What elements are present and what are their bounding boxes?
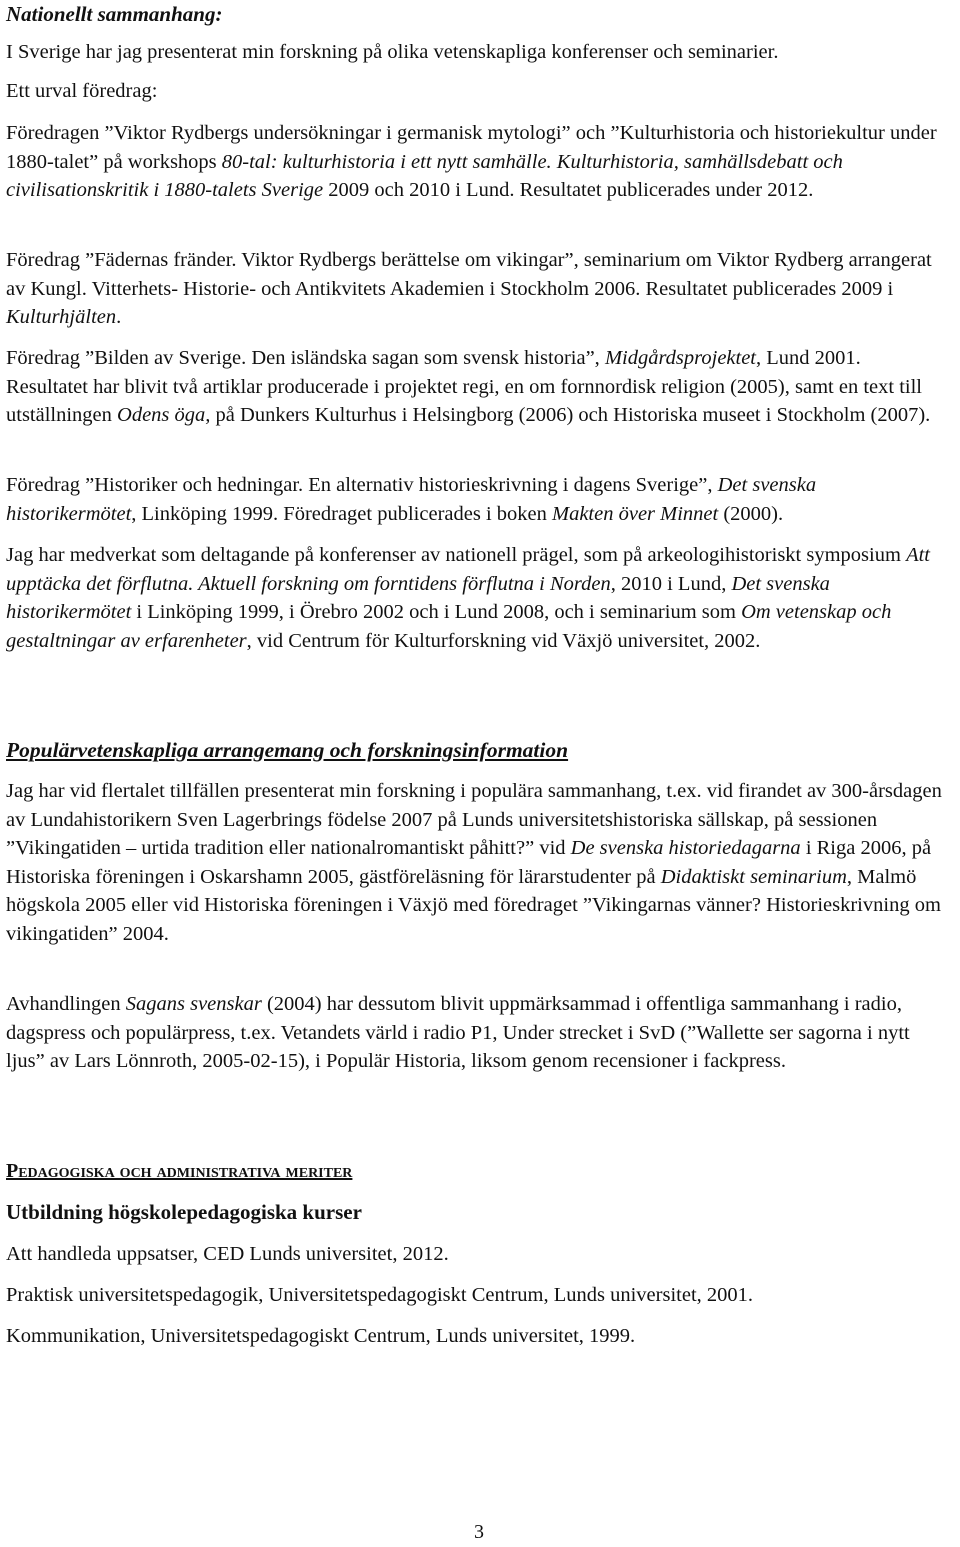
paragraph-foredrag-2: Föredrag ”Fädernas fränder. Viktor Rydbergs berättelse om vikingar”, seminarium om Viktor Rydberg arrangerat av Kungl. Vitterhets- Historie- och Antikvitets Akademien i Stockholm 2006. Resultatet publicerades 2009 i Kulturhjälten. — [6, 249, 932, 328]
paragraph-popular-2: Avhandlingen Sagans svenskar (2004) har dessutom blivit uppmärksammad i offentliga sammanhang i radio, dagspress och populärpress, t.ex. Vetandets värld i radio P1, Under strecket i SvD (”Wallette ser sagorna i nytt ljus” av Lars Lönnroth, 2005-02-15), i Populär Historia, liksom genom recensioner i fackpress. — [6, 993, 910, 1072]
section-heading-nationellt: Nationellt sammanhang: — [6, 2, 223, 26]
page-number: 3 — [474, 1521, 484, 1543]
paragraph-urval: Ett urval föredrag: — [6, 80, 158, 102]
section-heading-popular: Populärvetenskapliga arrangemang och forskningsinformation — [6, 738, 569, 762]
section-heading-meriter: Pedagogiska och administrativa meriter — [6, 1160, 353, 1182]
paragraph-foredrag-3: Föredrag ”Bilden av Sverige. Den isländska sagan som svensk historia”, Midgårdsprojektet, Lund 2001. Resultatet har blivit två artiklar producerade i projektet regi, en om fornnordisk religion (2005), samt en text till utställningen Odens öga, på Dunkers Kulturhus i Helsingborg (2006) och Historiska museet i Stockholm (2007). — [6, 347, 931, 426]
paragraph-popular-1: Jag har vid flertalet tillfällen presenterat min forskning i populära sammanhang, t.ex. vid firandet av 300-årsdagen av Lundahistorikern Sven Lagerbrings födelse 2007 på Lunds universitetshistoriska sällskap, på sessionen ”Vikingatiden – urtida tradition eller nationalromantiskt påhitt?” vid De svenska historiedagarna i Riga 2006, på Historiska föreningen i Oskarshamn 2005, gästföreläsning för lärarstudenter på Didaktiskt seminarium, Malmö högskola 2005 eller vid Historiska föreningen i Växjö med föredraget ”Vikingarnas vänner? Historieskrivning om vikingatiden” 2004. — [6, 780, 942, 945]
subheading-kurser: Utbildning högskolepedagogiska kurser — [6, 1200, 362, 1224]
paragraph-foredrag-1: Föredragen ”Viktor Rydbergs undersökningar i germanisk mytologi” och ”Kulturhistoria och historiekultur under 1880-talet” på workshops 80-tal: kulturhistoria i ett nytt samhälle. Kulturhistoria, samhällsdebatt och civilisationskritik i 1880-talets Sverige 2009 och 2010 i Lund. Resultatet publicerades under 2012. — [6, 122, 937, 201]
paragraph-foredrag-4: Föredrag ”Historiker och hedningar. En alternativ historieskrivning i dagens Sverige”, Det svenska historikermötet, Linköping 1999. Föredraget publicerades i boken Makten över Minnet (2000). — [6, 474, 817, 525]
course-item-3: Kommunikation, Universitetspedagogiskt Centrum, Lunds universitet, 1999. — [6, 1325, 636, 1347]
course-item-1: Att handleda uppsatser, CED Lunds universitet, 2012. — [6, 1243, 449, 1265]
paragraph-konferenser: Jag har medverkat som deltagande på konferenser av nationell prägel, som på arkeologihistoriskt symposium Att upptäcka det förflutna. Aktuell forskning om forntidens förflutna i Norden, 2010 i Lund, Det svenska historikermötet i Linköping 1999, i Örebro 2002 och i Lund 2008, och i seminarium som Om vetenskap och gestaltningar av erfarenheter, vid Centrum för Kulturforskning vid Växjö universitet, 2002. — [6, 544, 930, 652]
course-item-2: Praktisk universitetspedagogik, Universitetspedagogiskt Centrum, Lunds universitet, 2001. — [6, 1284, 754, 1306]
paragraph-intro: I Sverige har jag presenterat min forskning på olika vetenskapliga konferenser och seminarier. — [6, 41, 779, 63]
